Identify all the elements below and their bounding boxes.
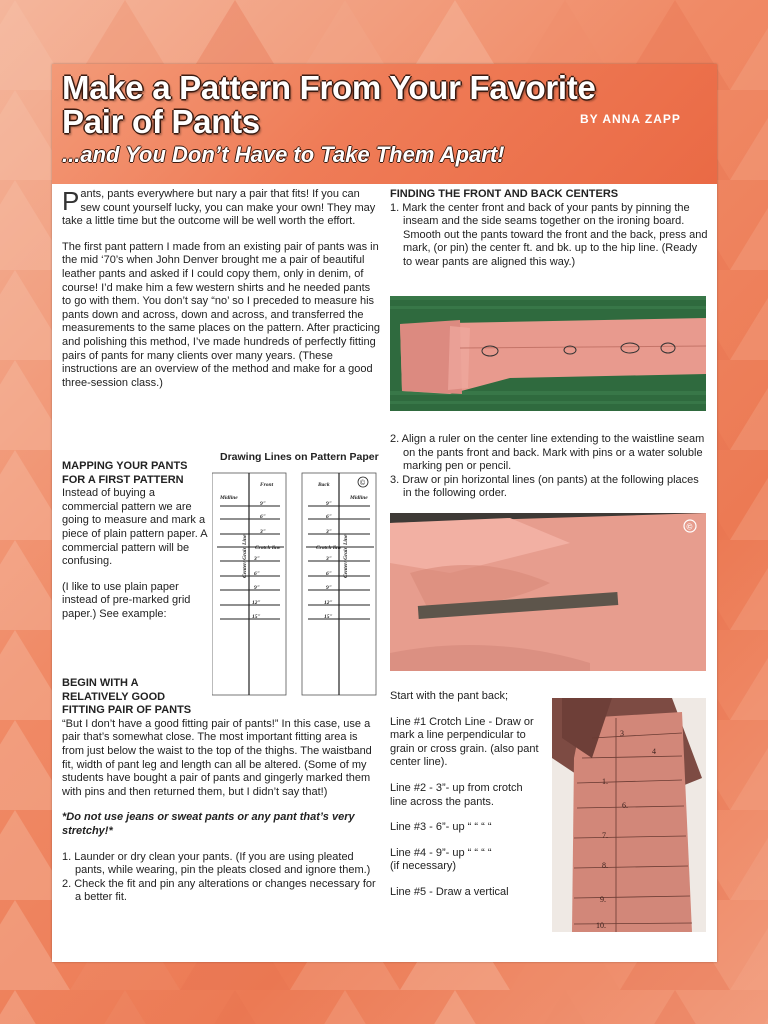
begin-heading-1: BEGIN WITH A [62,677,139,689]
pattern-diagram-svg [212,468,377,696]
prep-step-1: 1. Launder or dry clean your pants. (If you are using pleated pants, while wearing, pin the pleats closed and ignore them.) [62,850,371,877]
back-mark-1: 9" [326,501,332,507]
background-triangle [730,270,768,360]
front-mark-2: 6" [260,514,266,520]
centers-step-2: 2. Align a ruler on the center line extending to the waistline seam on the pants front and back. Mark with pins or a water soluble marking pen or pencil. [390,433,705,473]
centers-steps-2 [390,433,708,501]
front-mark-4: 3" [254,556,260,562]
mapping-section [62,460,212,634]
background-triangle [730,360,768,450]
drop-cap: P [62,186,80,216]
background-triangle [730,810,768,900]
history-paragraph: The first pant pattern I made from an existing pair of pants was in the mid ‘70’s when John Denver brought me a pair of beautiful leather pants and asked if I could copy them, only in denim, of course! I’d make him a few western shirts and he needed pants to go with them. You don’t say “no’ so I preceded to measure his pants down and across, down and across, and transferred the measurements to the same places on the pattern. After practicing and polishing this method, I’ve made hundreds of perfectly fitting pairs of pants for many clients over many years. (These instructions are an overview of the method and make for a good three-session class.) [62,240,380,389]
front-mark-3: 3" [260,529,266,535]
photo3-num-2: 4 [652,747,656,756]
front-mark-6: 9" [254,585,260,591]
background-triangle [730,540,768,630]
back-midline-label: Midline [350,495,368,501]
photo3-num-3: 1. [602,777,608,786]
intro-text: ants, pants everywhere but nary a pair that fits! If you can sew count yourself lucky, you can make your own! They may take a little time but the outcome will be well worth the effort. [62,188,376,228]
line-2-text: Line #2 - 3”- up from crotch line across the pants. [390,781,523,808]
front-grain-label: Center/ Grain Line [242,534,248,578]
begin-text: “But I don’t have a good fitting pair of pants!” In this case, use a pair that’s somewhat close. The most important fitting area is from just below the waist to the top of the thighs. The waistband fit, width of pant leg and length can all be altered. (Some of my students have bought a pair of pants and gingerly marked them with pins and then returned them, but I didn’t say that!) [62,717,372,798]
back-label: Back [318,482,330,488]
intro-block [62,188,380,402]
front-mark-8: 15" [252,614,261,620]
background-triangle [70,990,180,1024]
back-mark-3: 3" [326,529,332,535]
photo3-num-5: 7. [602,831,608,840]
title-banner [52,64,717,184]
back-mark-8: 15" [324,614,333,620]
centers-steps [390,202,708,270]
photo-copyright: © [686,522,693,532]
background-triangle [290,990,400,1024]
line-1-text: Line #1 Crotch Line - Draw or mark a line perpendicular to grain or cross grain. (also pant center line). [390,715,539,769]
mapping-text: Instead of buying a commercial pattern we are going to measure and mark a piece of plain pattern paper. A commercial pattern will be confusing. [62,487,207,568]
title-line-2: Pair of Pants [62,103,260,140]
centers-step-3: 3. Draw or pin horizontal lines (on pants) at the following places in the following order. [390,473,699,500]
front-mark-5: 6" [254,571,260,577]
line-3-text: Line #3 - 6”- up “ “ “ “ [390,821,492,834]
line-5-text: Line #5 - Draw a vertical [390,885,509,898]
centers-section [390,188,708,270]
byline: BY ANNA ZAPP [580,112,681,126]
pants-photo-2-svg [390,513,706,671]
background-triangle [730,90,768,180]
photo3-num-6: 8. [602,861,608,870]
back-crotch-label: Crotch line [316,545,342,551]
background-triangle [510,990,620,1024]
front-mark-7: 12" [252,600,261,606]
background-triangle [730,0,768,90]
start-text: Start with the pant back; [390,690,509,702]
background-triangle [400,990,510,1024]
background-triangle [180,990,290,1024]
mapping-heading-2: FOR A FIRST PATTERN [62,473,184,486]
pants-photo-1-svg [390,296,706,411]
subtitle: ...and You Don’t Have to Take Them Apart! [62,142,505,167]
pants-photo-3-svg [552,698,706,932]
back-mark-7: 12" [324,600,333,606]
pants-photo-2 [390,513,706,671]
background-triangle [620,990,730,1024]
photo3-num-7: 9. [600,895,606,904]
line-4-note: (if necessary) [390,860,457,873]
back-mark-6: 9" [326,585,332,591]
pants-photo-3 [552,698,706,932]
begin-section [62,677,380,905]
back-grain-label: Center/ Grain Line [343,534,349,578]
photo3-num-4: 6. [622,801,628,810]
warning-text: *Do not use jeans or sweat pants or any pant that’s very stretchy!* [62,811,355,837]
title-line-1: Make a Pattern From Your Favorite [62,69,596,106]
magazine-page [52,64,717,962]
back-mark-4: 3" [326,556,332,562]
begin-heading-2: RELATIVELY GOOD [62,690,166,703]
background-triangle [730,180,768,270]
pants-photo-1 [390,296,706,411]
background-triangle [0,990,70,1024]
prep-step-2: 2. Check the fit and pin any alterations or changes necessary for a better fit. [62,877,376,904]
diagram-copyright: © [360,480,366,487]
mapping-note: (I like to use plain paper instead of pre-marked grid paper.) See example: [62,580,191,620]
mapping-heading-1: MAPPING YOUR PANTS [62,460,188,472]
pattern-diagram [212,468,377,696]
centers-step-1: 1. Mark the center front and back of your pants by pinning the inseam and the side seams together on the ironing board. Smooth out the pants toward the front and the back, press and mark, (or pin) the center ft. and bk. up to the hip line. (Ready to wear pants are aligned this way.) [390,201,708,268]
background-triangle [730,990,768,1024]
background-triangle [730,900,768,990]
centers-heading: FINDING THE FRONT AND BACK CENTERS [390,188,619,200]
front-crotch-label: Crotch line [255,545,281,551]
back-mark-5: 6" [326,571,332,577]
background-triangle [730,630,768,720]
centers-steps-cont [390,433,708,501]
front-label: Front [260,482,274,488]
back-mark-2: 6" [326,514,332,520]
photo3-num-8: 10. [596,921,606,930]
front-mark-1: 9" [260,501,266,507]
prep-steps [62,851,380,905]
begin-heading-3: FITTING PAIR OF PANTS [62,704,192,717]
diagram-title: Drawing Lines on Pattern Paper [220,451,379,463]
photo3-num-1: 3 [620,729,624,738]
background-triangle [730,450,768,540]
background-triangle [730,720,768,810]
front-midline-label: Midline [220,495,238,501]
lines-section [390,690,540,912]
line-4-text: Line #4 - 9”- up “ “ “ “ [390,846,492,859]
